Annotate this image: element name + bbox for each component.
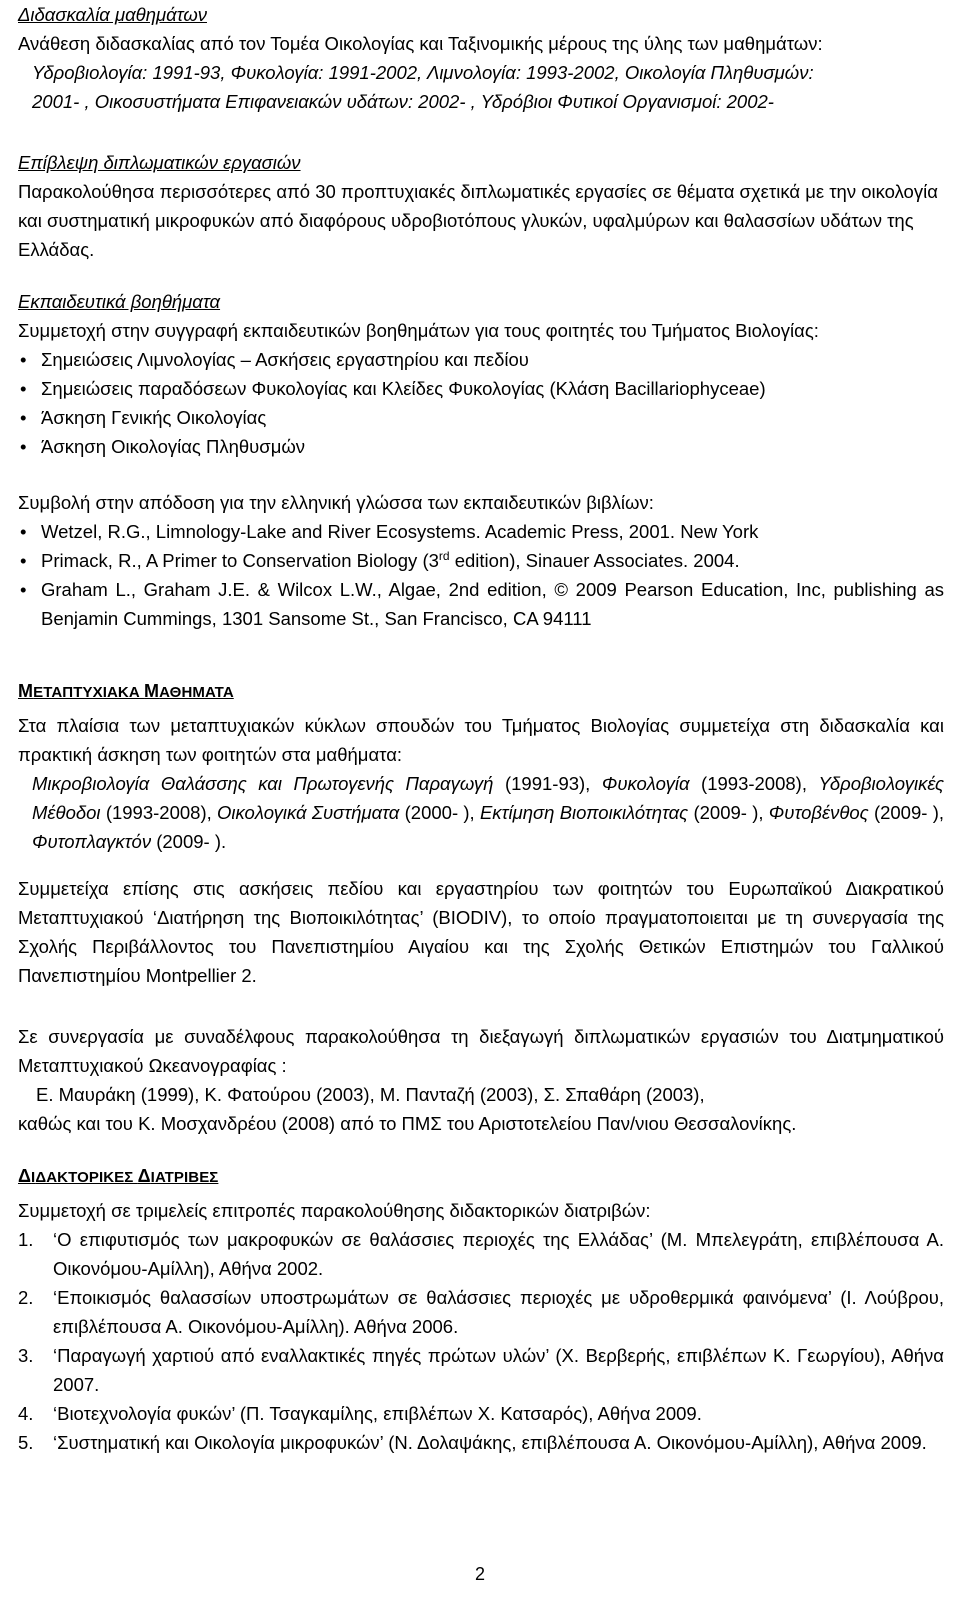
book-citation-end: edition), Sinauer Associates. 2004. [449, 550, 740, 571]
course-years: (2009- ), [868, 802, 944, 823]
course-name: Μικροβιολογία Θαλάσσης και Πρωτογενής Παραγωγή [32, 773, 494, 794]
item-number: 2. [18, 1287, 34, 1308]
oceanography-paragraph [18, 1022, 944, 1138]
course-name: Φυτοβένθος [768, 802, 869, 823]
book-item [18, 517, 944, 546]
heading-initial: Μ [144, 681, 160, 701]
heading-rest: ΔΑΚΤΟΡΙΚΕΣ [35, 1169, 138, 1186]
aids-item: • Άσκηση Οικολογίας Πληθυσμών [18, 432, 944, 461]
postgrad-paragraph-3: Σε συνεργασία με συναδέλφους παρακολούθησα τη διεξαγωγή διπλωματικών εργασιών του Διατμηματικού Μεταπτυχιακού Ωκεανογραφίας : [18, 1026, 944, 1076]
item-number: 3. [18, 1345, 34, 1366]
item-number: 1. [18, 1229, 34, 1250]
aids-item: • Άσκηση Γενικής Οικολογίας [18, 403, 944, 432]
heading-rest: Ι [31, 1169, 36, 1186]
supervision-section [18, 148, 944, 264]
postgrad-paragraph-2: Συμμετείχα επίσης στις ασκήσεις πεδίου και εργαστηρίου των φοιτητών του Ευρωπαϊκού Διακρατικού Μεταπτυχιακού ‘Διατήρηση της Βιοποικιλότητας’ (BIODIV), το οποίο πραγματοποιειται με τη συνεργασία της Σχολής Περιβάλλοντος του Πανεπιστημίου Αιγαίου και της Σχολής Θετικών Επιστημών του Γαλλικού Πανεπιστημίου Montpellier 2. [18, 878, 944, 986]
superscript: rd [438, 548, 450, 563]
phd-list [18, 1196, 944, 1457]
book-citation: Wetzel, R.G., Limnology-Lake and River Ecosystems. Academic Press, 2001. New York [41, 521, 759, 542]
phd-item [18, 1283, 944, 1341]
item-text: ‘Εποικισμός θαλασσίων υποστρωμάτων σε θαλάσσιες περιοχές με υδροθερμικά φαινόμενα’ (Ι. Λούβρου, επιβλέπουσα Α. Οικονόμου-Αμίλλη). Αθήνα 2006. [53, 1287, 944, 1337]
item-text: ‘Συστηματική και Οικολογία μικροφυκών’ (Ν. Δολαψάκης, επιβλέπουσα Α. Οικονόμου-Αμίλλη), Αθήνα 2009. [53, 1432, 927, 1453]
course-years: (1991-93), [493, 773, 602, 794]
teaching-intro: Ανάθεση διδασκαλίας από τον Τομέα Οικολογίας και Ταξινομικής μέρους της ύλης των μαθημάτων: [18, 33, 823, 54]
item-number: 5. [18, 1432, 34, 1453]
postgrad-course-list [18, 769, 944, 856]
book-citation-end: 2009 Pearson Education, Inc, publishing as Benjamin Cummings, 1301 Sansome St., San Francisco, CA 94111 [41, 579, 944, 629]
teaching-courses-line1: Υδροβιολογία: 1991-93, Φυκολογία: 1991-2002, Λιμνολογία: 1993-2002, Οικολογία Πληθυσμών: [32, 62, 814, 83]
book-citation: Primack, R., A Primer to Conservation Biology (3 [41, 550, 439, 571]
course-years: (2009- ), [688, 802, 769, 823]
postgrad-paragraph-1: Στα πλαίσια των μεταπτυχιακών κύκλων σπουδών του Τμήματος Βιολογίας συμμετείχα στη διδασκαλία και πρακτική άσκηση των φοιτητών στα μαθήματα: [18, 715, 944, 765]
course-years: (1993-2008), [100, 802, 218, 823]
translation-intro: Συμβολή στην απόδοση για την ελληνική γλώσσα των εκπαιδευτικών βιβλίων: [18, 492, 654, 513]
aids-heading: Εκπαιδευτικά βοηθήματα [18, 291, 221, 312]
heading-initial: Δ [137, 1166, 151, 1186]
translation-section [18, 488, 944, 633]
aids-item: • Σημειώσεις παραδόσεων Φυκολογίας και Κλείδες Φυκολογίας (Κλάση Bacillariophyceae) [18, 374, 944, 403]
course-years: (2000- ), [399, 802, 480, 823]
heading-initial: Δ [18, 1166, 32, 1186]
phd-item [18, 1341, 944, 1399]
item-number: 4. [18, 1403, 34, 1424]
phd-item [18, 1399, 944, 1428]
teaching-heading: Διδασκαλία μαθημάτων [18, 4, 207, 25]
heading-initial: Μ [18, 681, 34, 701]
postgrad-section [18, 677, 944, 707]
phd-section [18, 1162, 944, 1192]
course-name: Οικολογικά Συστήματα [217, 802, 400, 823]
phd-intro: Συμμετοχή σε τριμελείς επιτροπές παρακολούθησης διδακτορικών διατριβών: [18, 1200, 651, 1221]
biodiv-paragraph [18, 874, 944, 990]
book-citation: Graham L., Graham J.E. & Wilcox L.W., Algae, 2nd edition, [41, 579, 555, 600]
course-name: Φυκολογία [601, 773, 690, 794]
aids-item: • Σημειώσεις Λιμνολογίας – Ασκήσεις εργαστηρίου και πεδίου [18, 345, 944, 374]
aids-intro: Συμμετοχή στην συγγραφή εκπαιδευτικών βοηθημάτων για τους φοιτητές του Τμήματος Βιολογίας: [18, 320, 819, 341]
item-text: ‘Ο επιφυτισμός των μακροφυκών σε θαλάσσιες περιοχές της Ελλάδας’ (Μ. Μπελεγράτη, επιβλέπουσα Α. Οικονόμου-Αμίλλη), Αθήνα 2002. [53, 1229, 944, 1279]
heading-rest: ΕΤΑΠΤΥΧΙΑΚΑ [33, 684, 145, 701]
course-years: (2009- ). [151, 831, 227, 852]
teaching-courses-line2: 2001- , Οικοσυστήματα Επιφανειακών υδάτων: 2002- , Υδρόβιοι Φυτικοί Οργανισμοί: 2002- [32, 91, 774, 112]
book-item [18, 546, 944, 575]
postgrad-student-names: Ε. Μαυράκη (1999), Κ. Φατούρου (2003), Μ. Πανταζή (2003), Σ. Σπαθάρη (2003), [36, 1084, 705, 1105]
copyright-symbol: © [554, 579, 569, 600]
postgrad-body [18, 711, 944, 856]
supervision-text: Παρακολούθησα περισσότερες από 30 προπτυχιακές διπλωματικές εργασίες σε θέματα σχετικά με την οικολογία και συστηματική μικροφυκών από διαφόρους υδροβιοτόπους γλυκών, υφαλμύρων και θαλασσίων υδάτων της Ελλάδας. [18, 181, 938, 260]
phd-item [18, 1225, 944, 1283]
item-text: ‘Παραγωγή χαρτιού από εναλλακτικές πηγές πρώτων υλών’ (Χ. Βερβερής, επιβλέπων Κ. Γεωργίου), Αθήνα 2007. [53, 1345, 944, 1395]
phd-heading [18, 1162, 944, 1192]
teaching-section [18, 0, 944, 116]
course-name: Εκτίμηση Βιοποικιλότητας [479, 802, 689, 823]
phd-item [18, 1428, 944, 1457]
heading-rest: ΑΘΗΜΑΤΑ [159, 684, 234, 701]
page-number: 2 [474, 1564, 485, 1584]
heading-rest: ΙΑΤΡΙΒΕΣ [150, 1169, 219, 1186]
book-item [18, 575, 944, 633]
aids-section [18, 287, 944, 461]
course-name: Υδροβιολογικές Μέθοδοι [32, 773, 944, 823]
item-text: ‘Βιοτεχνολογία φυκών’ (Π. Τσαγκαμίλης, επιβλέπων Χ. Κατσαρός), Αθήνα 2009. [53, 1403, 702, 1424]
postgrad-heading [18, 677, 944, 707]
course-name: Φυτοπλαγκτόν [32, 831, 152, 852]
course-years: (1993-2008), [689, 773, 819, 794]
supervision-heading: Επίβλεψη διπλωματικών εργασιών [18, 152, 301, 173]
postgrad-paragraph-3-end: καθώς και του Κ. Μοσχανδρέου (2008) από το ΠΜΣ του Αριστοτελείου Παν/νιου Θεσσαλονίκης. [18, 1113, 797, 1134]
